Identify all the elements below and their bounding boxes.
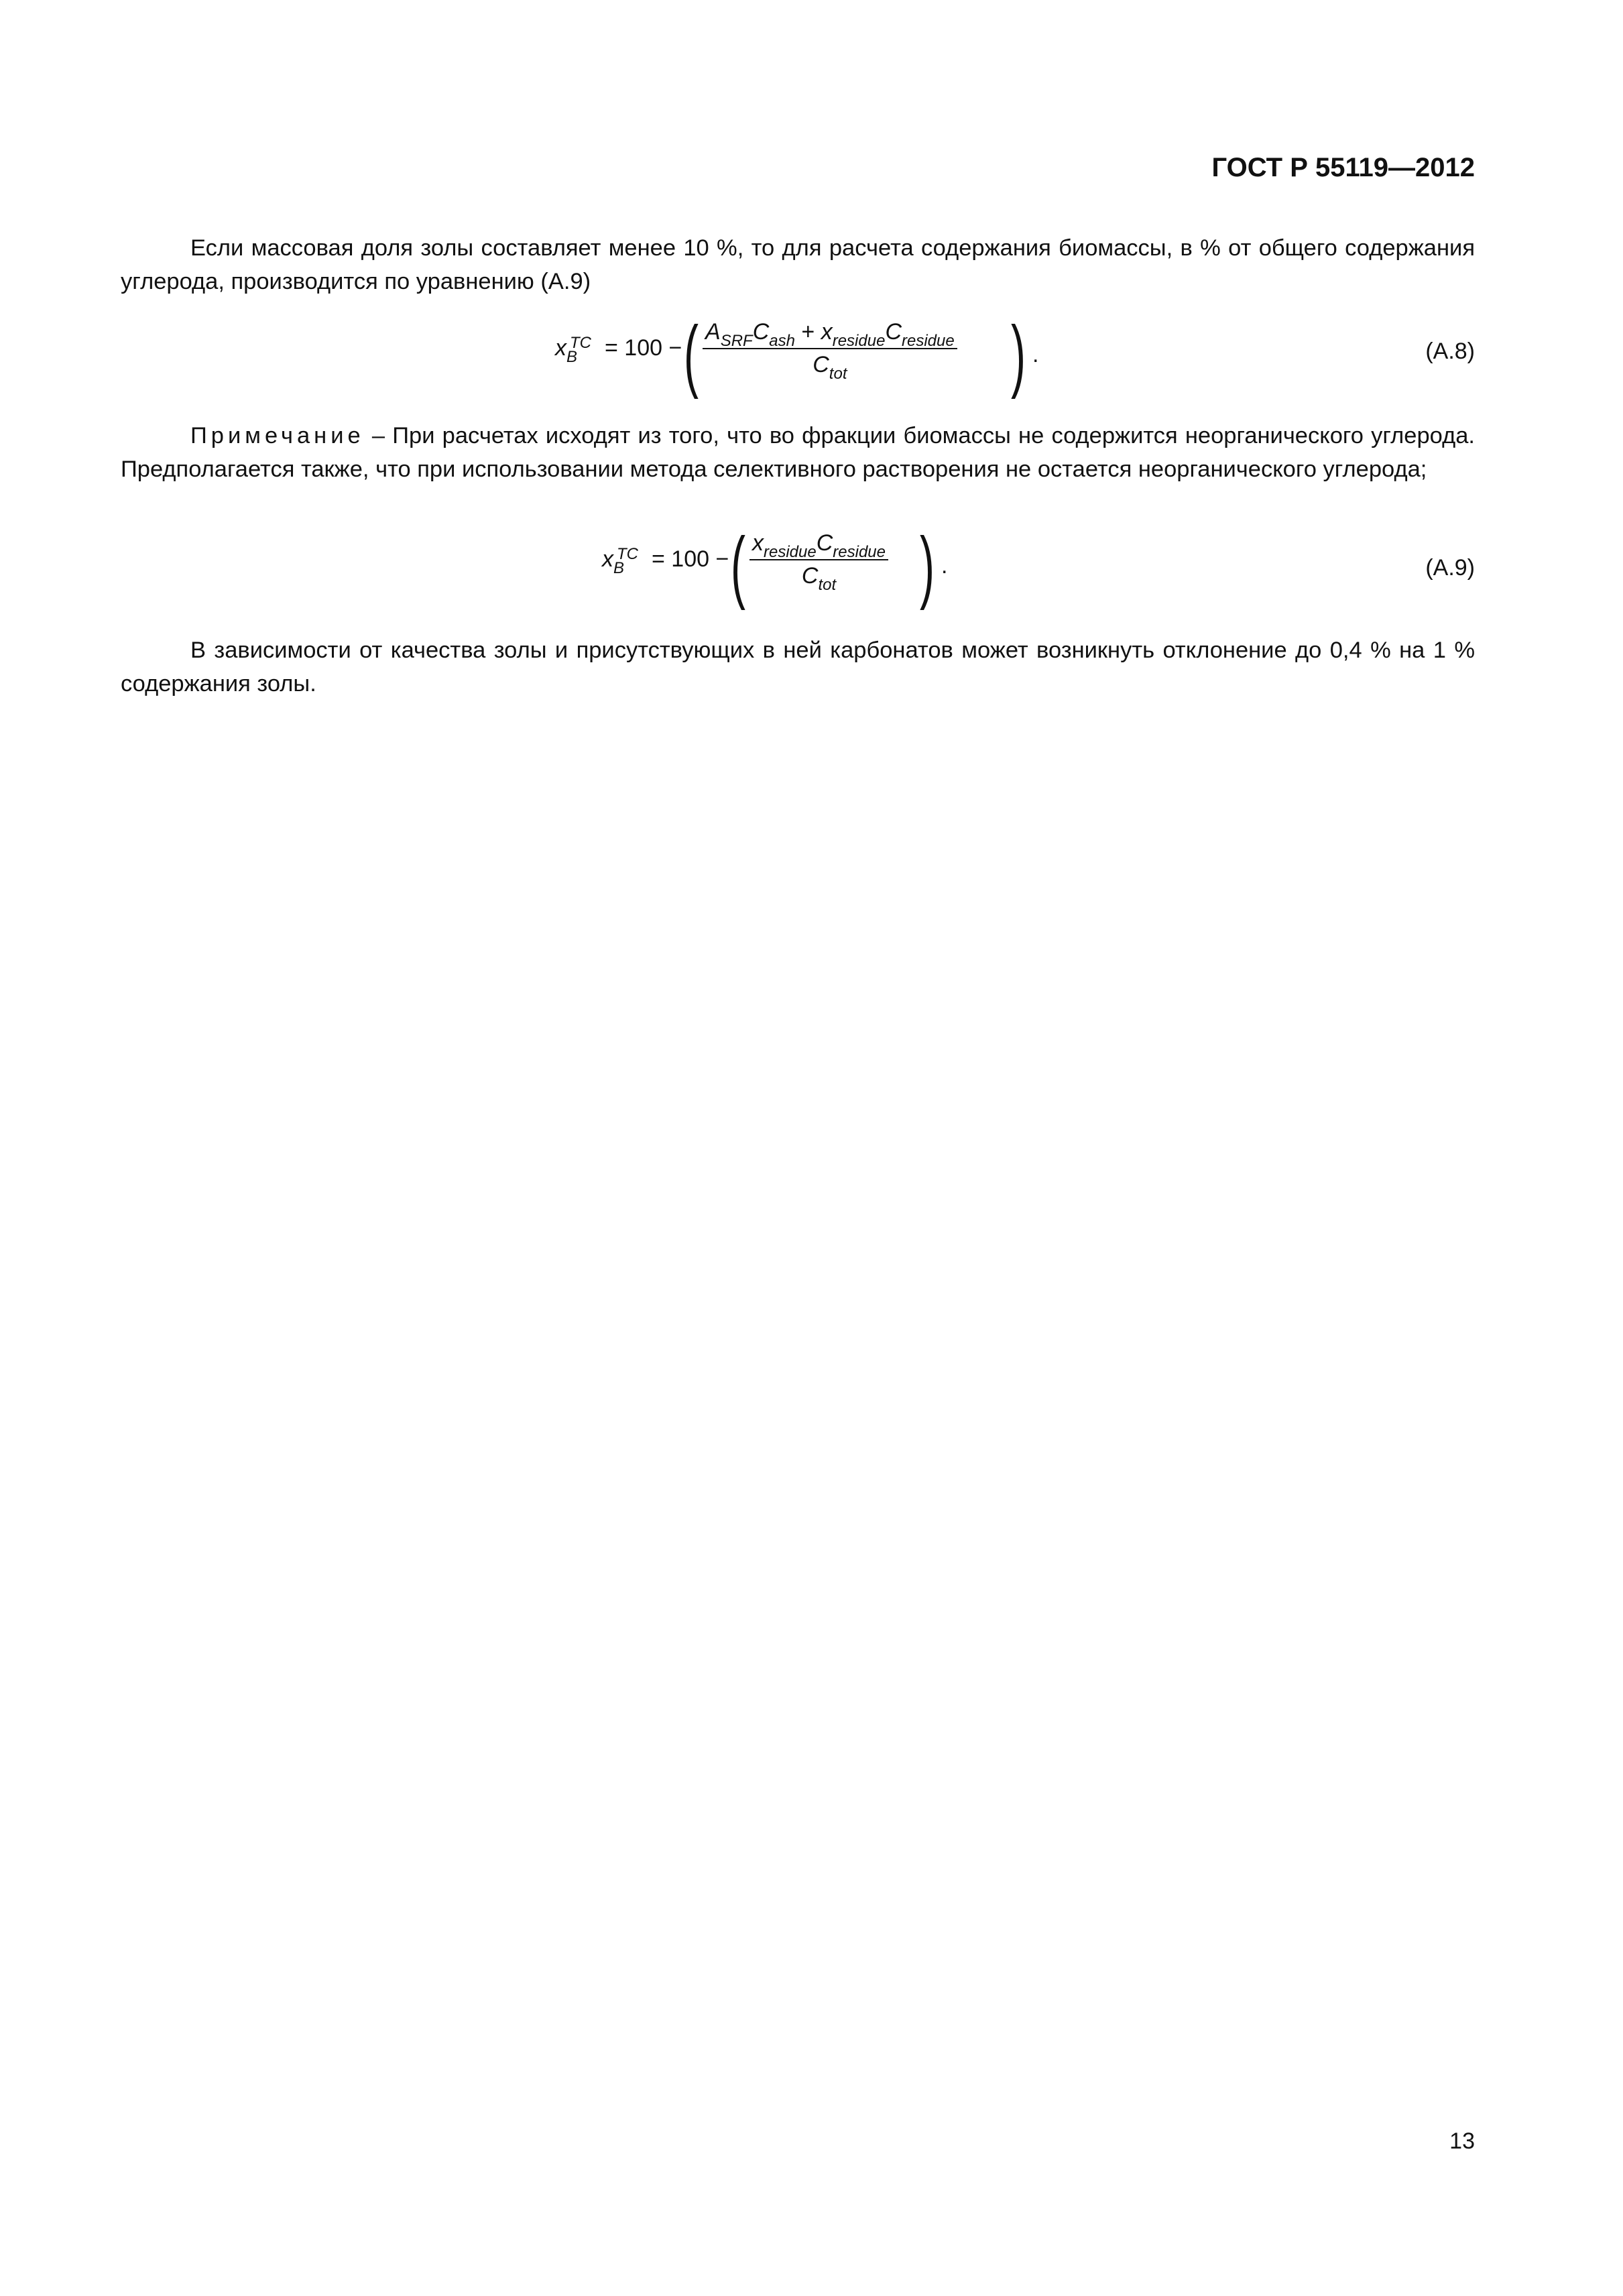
- formula-a8-fraction: [703, 319, 957, 383]
- formula-a9-period: .: [941, 553, 948, 579]
- formula-a8-lhs-var: x: [555, 335, 566, 361]
- note-label: Примечание: [190, 423, 365, 448]
- formula-a8-numerator: $A_{SRF}C_{ash} + x_{residue}C_{residue}$: [703, 319, 957, 349]
- note-text: – При расчетах исходят из того, что во фракции биомассы не содержится неорганического углерода. Предполагается также, что при использовании метода селективного растворения не остается неорганического углерода;: [121, 423, 1475, 482]
- right-paren-icon: ): [920, 521, 935, 611]
- right-paren-icon: ): [1011, 310, 1026, 400]
- left-paren-icon: (: [731, 521, 745, 611]
- paragraph-intro: Если массовая доля золы составляет менее 10 %, то для расчета содержания биомассы, в % от общего содержания углерода, производится по уравнению (А.9): [121, 235, 1475, 294]
- formula-a9-lhs-var: x: [602, 546, 613, 572]
- formula-a8-period: .: [1032, 342, 1039, 367]
- page-number: 13: [1449, 2128, 1475, 2154]
- equation-number-a9: (А.9): [1425, 555, 1475, 581]
- formula-a9-lhs-sub: B: [613, 559, 625, 577]
- paragraph-deviation: В зависимости от качества золы и присутствующих в ней карбонатов может возникнуть отклонение до 0,4 % на 1 % содержания золы.: [121, 638, 1475, 697]
- equation-number-a8: (А.8): [1425, 339, 1475, 364]
- formula-a9-lhs-sup: TC: [617, 545, 638, 563]
- left-paren-icon: (: [684, 310, 699, 400]
- formula-a8: [555, 310, 1051, 402]
- formula-a9-equals: = 100 −: [652, 546, 729, 572]
- note: [121, 419, 1475, 486]
- formula-a9-denominator: $C_{tot}$: [801, 563, 837, 594]
- formula-a9: [602, 521, 977, 613]
- formula-a8-equals: = 100 −: [605, 335, 682, 361]
- formula-a8-lhs-sub: B: [566, 348, 578, 366]
- formula-a8-lhs-sup: TC: [570, 334, 591, 352]
- formula-a9-fraction: [749, 530, 888, 594]
- formula-a9-numerator: $x_{residue}C_{residue}$: [749, 530, 888, 560]
- formula-a8-denominator: $C_{tot}$: [813, 352, 847, 383]
- standard-code: ГОСТ Р 55119—2012: [1211, 153, 1475, 182]
